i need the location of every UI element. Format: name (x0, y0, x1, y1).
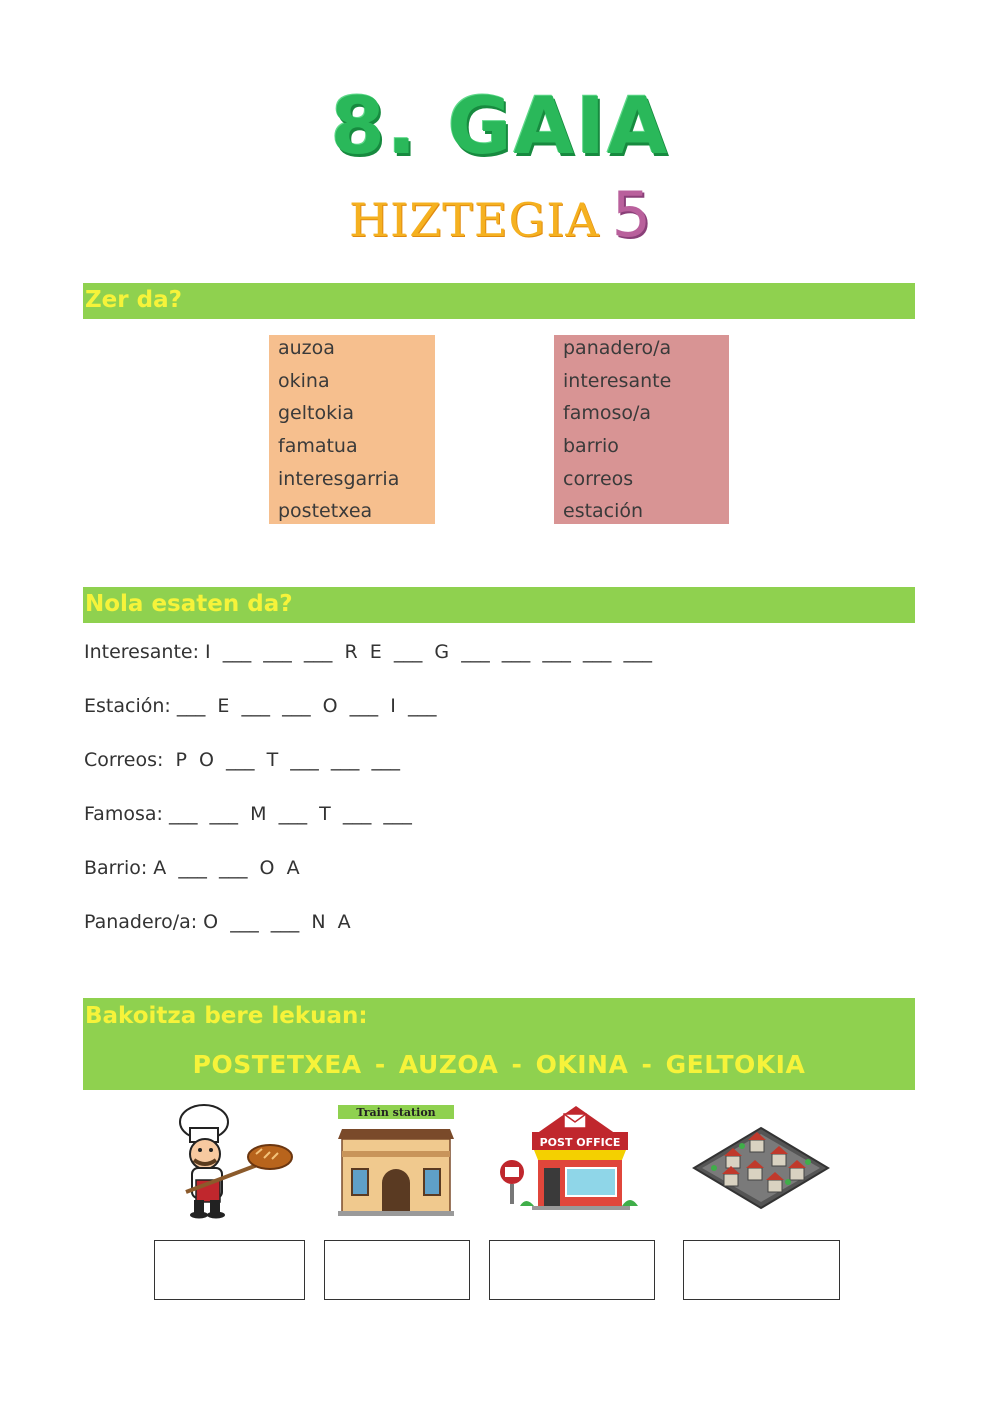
word-item: panadero/a (563, 337, 672, 359)
fill-line-interesante[interactable]: Interesante: I ___ ___ ___ R E ___ G ___ ___ ___ ___ ___ (84, 641, 653, 663)
spanish-word-list (554, 335, 729, 524)
fill-line-estacion[interactable]: Estación: ___ E ___ ___ O ___ I ___ (84, 695, 437, 717)
train-station-icon (334, 1103, 458, 1218)
neighborhood-icon (690, 1122, 832, 1214)
baker-icon (168, 1102, 296, 1220)
post-office-label: POST OFFICE (539, 1136, 621, 1149)
word-item: interesgarria (278, 467, 400, 490)
word-item: famoso/a (563, 402, 652, 425)
word-bank: POSTETXEA - AUZOA - OKINA - GELTOKIA (192, 1050, 806, 1079)
word-item: barrio (563, 435, 619, 458)
word-item: estación (563, 500, 644, 523)
train-station-label: Train station (356, 1106, 436, 1119)
fill-line-barrio[interactable]: Barrio: A ___ ___ O A (84, 857, 300, 879)
subtitle-text: HIZTEGIA (348, 193, 600, 247)
fill-line-panadero[interactable]: Panadero/a: O ___ ___ N A (84, 911, 351, 933)
word-item: auzoa (278, 337, 335, 359)
fill-line-famosa[interactable]: Famosa: ___ ___ M ___ T ___ ___ (84, 803, 412, 825)
section-heading-nola-esaten-da: Nola esaten da? (83, 587, 915, 623)
post-office-icon (498, 1102, 648, 1214)
answer-box-2[interactable] (324, 1240, 470, 1300)
word-item: postetxea (278, 500, 373, 523)
answer-box-1[interactable] (154, 1240, 305, 1300)
word-item: interesante (563, 369, 672, 392)
section-heading-bakoitza (83, 998, 915, 1090)
answer-box-3[interactable] (489, 1240, 655, 1300)
word-item: geltokia (278, 402, 355, 425)
word-item: correos (563, 467, 634, 490)
section-heading-text: Bakoitza bere lekuan: (85, 1003, 368, 1029)
word-item: famatua (278, 435, 358, 458)
basque-word-list (269, 335, 435, 524)
subtitle-number: 5 (611, 178, 652, 251)
page-subtitle (0, 178, 1000, 251)
section-heading-zer-da: Zer da? (83, 283, 915, 319)
fill-line-correos[interactable]: Correos: P O ___ T ___ ___ ___ (84, 749, 400, 771)
page-title: 8. GAIA (330, 82, 670, 172)
word-item: okina (278, 369, 330, 392)
answer-box-4[interactable] (683, 1240, 840, 1300)
